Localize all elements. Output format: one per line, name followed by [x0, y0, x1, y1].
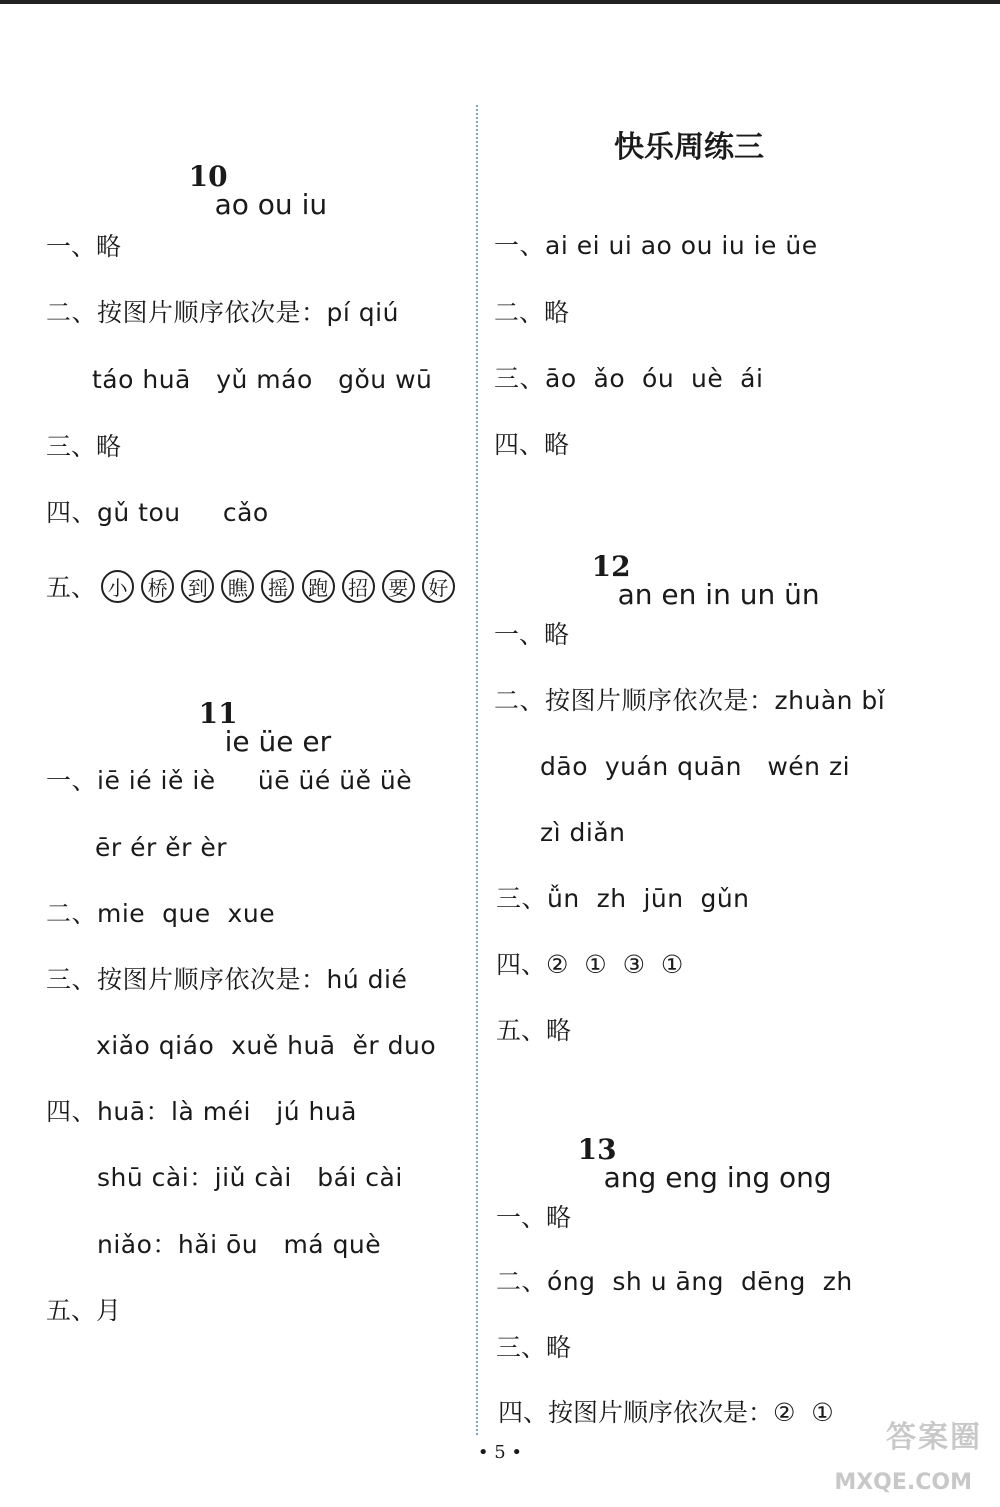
section-11-number: 11: [198, 697, 238, 730]
week-q1: 一、ai ei ui ao ou iu ie üe: [494, 231, 818, 260]
section-11-title: ie üe er: [224, 725, 332, 758]
circled-char: 小: [101, 570, 134, 603]
section-12-number: 12: [591, 550, 631, 583]
s12-q4: 四、② ① ③ ①: [496, 950, 684, 979]
s13-q1: 一、略: [496, 1203, 572, 1232]
circled-char: 摇: [261, 570, 294, 603]
s12-q1: 一、略: [494, 620, 570, 649]
section-10-title: ao ou iu: [214, 188, 328, 221]
week-q4: 四、略: [494, 430, 570, 459]
week-q2: 二、略: [494, 298, 570, 327]
section-12-title: an en in un ün: [617, 578, 820, 611]
page-number: • 5 •: [477, 1442, 523, 1463]
s11-q1-line1: 一、iē ié iě iè üē üé üě üè: [46, 766, 413, 795]
column-divider: [476, 105, 478, 1435]
s11-q3-line1: 三、按图片顺序依次是：hú dié: [46, 965, 408, 994]
weekly-practice-title: 快乐周练三: [614, 130, 764, 165]
watermark-url: MXQE.COM: [834, 1470, 972, 1495]
circled-char: 瞧: [221, 570, 254, 603]
section-13-heading: [542, 1108, 832, 1220]
s11-q2: 二、mie que xue: [46, 899, 276, 928]
s11-q4-line1: 四、huā：là méi jú huā: [46, 1097, 357, 1126]
s12-q2-line2: dāo yuán quān wén zi: [540, 752, 851, 781]
week-q3: 三、āo ǎo óu uè ái: [494, 364, 764, 393]
s13-q2: 二、óng sh u āng dēng zh: [496, 1267, 853, 1296]
s12-q5: 五、略: [496, 1016, 572, 1045]
s11-q3-line2: xiǎo qiáo xuě huā ěr duo: [96, 1031, 437, 1060]
s10-q5: [46, 568, 457, 604]
top-rule: [0, 0, 1000, 4]
s12-q3: 三、ǚn zh jūn gǔn: [496, 884, 750, 913]
s11-q4-line2: shū cài：jiǔ cài bái cài: [97, 1163, 403, 1192]
circled-char: 招: [342, 570, 375, 603]
s11-q5: 五、月: [46, 1296, 122, 1325]
s10-q1: 一、略: [46, 232, 122, 261]
circled-char: 到: [181, 570, 214, 603]
circled-char: 桥: [141, 570, 174, 603]
s12-q2-line1: 二、按图片顺序依次是：zhuàn bǐ: [494, 686, 886, 715]
section-12-heading: [556, 525, 820, 637]
s11-q4-line3: niǎo：hǎi ōu má què: [97, 1230, 382, 1259]
s11-q1-line2: ēr ér ěr èr: [95, 833, 227, 862]
circled-char: 要: [382, 570, 415, 603]
circled-char: 跑: [302, 570, 335, 603]
s10-q5-label: 五、: [46, 573, 97, 602]
section-13-number: 13: [577, 1133, 617, 1166]
section-13-title: ang eng ing ong: [603, 1161, 832, 1194]
s10-q2-line2: táo huā yǔ máo gǒu wū: [92, 365, 433, 394]
s10-q3: 三、略: [46, 432, 122, 461]
section-10-number: 10: [188, 160, 228, 193]
circled-char: 好: [422, 570, 455, 603]
watermark-logo: 答案圈: [886, 1420, 982, 1455]
s13-q3: 三、略: [496, 1333, 572, 1362]
s10-q4: 四、gǔ tou cǎo: [46, 498, 269, 527]
s12-q2-line3: zì diǎn: [540, 818, 626, 847]
s13-q4: 四、按图片顺序依次是：② ①: [498, 1398, 834, 1427]
section-10-heading: [153, 135, 327, 247]
s10-q2-line1: 二、按图片顺序依次是：pí qiú: [46, 298, 399, 327]
